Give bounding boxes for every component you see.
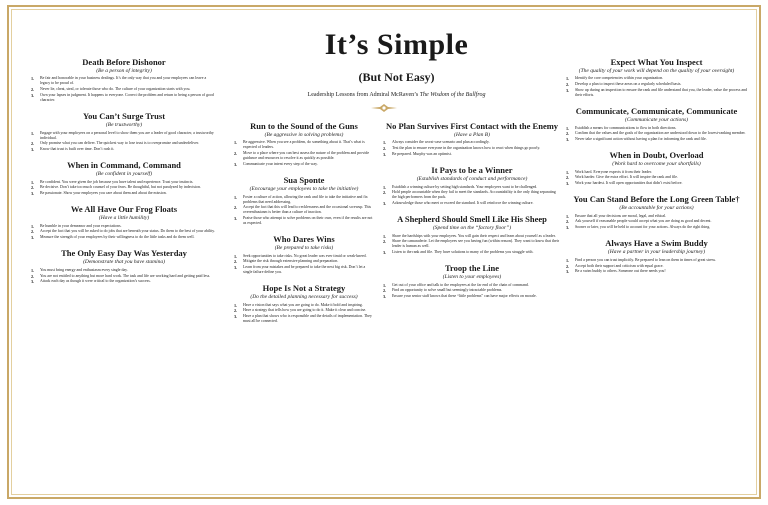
lesson-number: 2. [31, 87, 35, 93]
lesson-text: Ask yourself if reasonable people would accept what you are doing as good and decent. [575, 219, 712, 224]
lesson-text: Engage with your employees on a personal level to show them you are a leader of good character, a trustworthy individual. [40, 130, 214, 140]
lesson-number: 2. [566, 219, 570, 225]
lesson-number: 3. [383, 250, 387, 256]
section-heading [383, 166, 561, 175]
lesson-text: You are not entitled to anything but more hard work. The task and life are working hard and getting paid less. [40, 273, 211, 278]
lesson-item [383, 190, 561, 200]
lesson-item [566, 76, 747, 81]
lesson-text: Develop a plan to inspect these areas on a regularly scheduled basis. [575, 82, 682, 87]
lesson-list [31, 180, 217, 197]
lesson-item [383, 250, 561, 255]
lesson-number: 2. [383, 146, 387, 152]
lesson-item [566, 131, 747, 136]
section-troop-the-line [383, 264, 561, 299]
lesson-text: Listen to the rank and file. They have solutions to many of the problems you struggle with. [392, 250, 534, 255]
lesson-item [31, 93, 217, 103]
lesson-number: 3. [31, 93, 35, 99]
lesson-text: Be decisive. Don’t take too much counsel of your fears. Be thoughtful, but not paralyzed by indecision. [40, 185, 201, 190]
lesson-number: 3. [566, 137, 570, 143]
lesson-number: 2. [566, 131, 570, 137]
lesson-text: Sooner or later, you will be held to account for your actions. Always do the right thing. [575, 225, 711, 230]
lesson-item [566, 170, 747, 175]
section-heading-text: When in Doubt, Overload [609, 150, 704, 161]
lesson-text: Find an opportunity to solve small but seemingly intractable problems. [392, 288, 503, 293]
lesson-list [566, 126, 747, 143]
lesson-number: 1. [566, 213, 570, 219]
lesson-number: 2. [31, 229, 35, 235]
section-subheading: (Listen to your employees) [442, 274, 502, 281]
section-heading [566, 151, 747, 160]
lesson-item [234, 265, 374, 275]
section-heading [234, 235, 374, 244]
section-heading-text: When in Command, Command [67, 160, 181, 171]
lesson-item [234, 151, 374, 161]
lesson-number: 3. [383, 201, 387, 207]
lesson-item [31, 268, 217, 273]
lesson-item [383, 152, 561, 157]
section-we-all-have-our-frog-floats [31, 205, 217, 240]
lesson-number: 1. [31, 130, 35, 136]
lesson-list [234, 195, 374, 227]
lesson-number: 3. [234, 314, 238, 320]
section-heading [31, 112, 217, 121]
lesson-number: 1. [31, 76, 35, 82]
section-heading-text: Troop the Line [445, 263, 499, 274]
section-subheading: (Be aggressive in solving problems) [264, 131, 344, 138]
lesson-number: 2. [234, 259, 238, 265]
section-subheading: (Have a little humility) [98, 215, 150, 222]
lesson-text: Measure the strength of your employees by their willingness to do the little tasks and do them well. [40, 235, 195, 240]
section-no-plan-survives-first-contact-with-the-enemy [383, 122, 561, 157]
lesson-item [383, 294, 561, 299]
lesson-number: 1. [566, 76, 570, 82]
section-heading [383, 264, 561, 273]
section-heading-text: Death Before Dishonor [82, 57, 166, 67]
lesson-text: Always consider the worst-case scenario and plan accordingly. [392, 140, 490, 145]
lesson-item [566, 175, 747, 180]
lesson-number: 2. [31, 273, 35, 279]
section-subheading: (Have a partner in your leadership journey) [607, 249, 706, 256]
lesson-text: Communicate your intent every step of the way. [243, 162, 318, 167]
section-heading-text: A Shepherd Should Smell Like His Sheep [397, 214, 547, 225]
section-subheading: (Establish standards of conduct and performance) [416, 175, 528, 182]
lesson-item [566, 137, 747, 142]
section-subheading: (Be prepared to take risks) [274, 245, 334, 252]
lesson-list [234, 140, 374, 167]
section-heading-text: It Pays to be a Winner [431, 165, 513, 176]
section-heading [234, 122, 374, 131]
section-heading-text: Hope Is Not a Strategy [262, 283, 346, 294]
section-heading [566, 107, 747, 116]
lesson-list [566, 170, 747, 187]
lesson-number: 2. [566, 82, 570, 88]
lesson-number: 1. [383, 184, 387, 190]
lesson-item [566, 264, 747, 269]
lesson-number: 1. [31, 179, 35, 185]
section-heading-text: Communicate, Communicate, Communicate [575, 106, 738, 117]
lesson-text: Be passionate. Show your employees you care about them and about the mission. [40, 191, 167, 196]
section-expect-what-you-inspect [566, 58, 747, 98]
lesson-item [31, 185, 217, 190]
lesson-item [383, 288, 561, 293]
section-heading [31, 58, 217, 67]
lesson-text: Learn from your mistakes and be prepared to take the next big risk. Don’t let a single failure define you. [243, 265, 366, 275]
lesson-number: 1. [234, 140, 238, 146]
section-heading [566, 58, 747, 67]
lesson-item [383, 201, 561, 206]
lesson-text: Confirm that the values and the goals of the organization are understood down to the lowest-ranking member. [575, 131, 746, 136]
lesson-number: 2. [383, 239, 387, 245]
lesson-item [383, 239, 561, 249]
lesson-number: 3. [31, 279, 35, 285]
lesson-number: 2. [566, 175, 570, 181]
lesson-text: Be humble in your demeanor and your expectations. [40, 223, 122, 228]
lesson-number: 1. [234, 302, 238, 308]
footnote-mark: † [735, 194, 740, 205]
lesson-list [31, 268, 217, 285]
lesson-item [566, 219, 747, 224]
lesson-text: Be a swim buddy to others. Someone out there needs you! [575, 269, 666, 274]
section-when-in-command-command [31, 161, 217, 196]
lesson-list [31, 131, 217, 153]
lesson-item [31, 229, 217, 234]
section-subheading: (Be accountable for your actions) [619, 205, 694, 212]
lesson-text: Only promise what you can deliver. The quickest way to lose trust is to overpromise and underdeliver. [40, 141, 199, 146]
section-hope-is-not-a-strategy [234, 284, 374, 324]
lesson-item [31, 131, 217, 141]
lesson-number: 1. [383, 233, 387, 239]
lesson-item [566, 88, 747, 98]
lesson-number: 1. [383, 282, 387, 288]
lesson-item [31, 76, 217, 86]
lesson-item [31, 274, 217, 279]
column-3 [383, 122, 561, 308]
section-death-before-dishonor [31, 58, 217, 103]
section-when-in-doubt-overload [566, 151, 747, 186]
lesson-text: Work hard. Everyone expects it from their leader. [575, 169, 652, 174]
column-1 [31, 58, 217, 293]
lesson-item [234, 162, 374, 167]
section-subheading: (Demonstrate that you have stamina) [83, 259, 165, 266]
lesson-number: 3. [566, 269, 570, 275]
lesson-item [234, 314, 374, 324]
lesson-item [31, 235, 217, 240]
section-heading-text: Sua Sponte [283, 175, 325, 186]
lesson-text: Attack each day as though it were critical to the organization’s success. [40, 279, 151, 284]
lesson-item [566, 225, 747, 230]
lesson-number: 3. [31, 191, 35, 197]
lesson-item [566, 126, 747, 131]
lesson-text: Find a person you can trust implicitly. Be prepared to lean on them in times of great stress. [575, 257, 716, 262]
section-sua-sponte [234, 176, 374, 226]
lesson-item [31, 191, 217, 196]
lesson-text: Be confident. You were given the job because you have talent and experience. Trust your instincts. [40, 179, 194, 184]
section-subheading: (Have a Plan B) [454, 131, 490, 138]
lesson-list [566, 258, 747, 275]
lesson-text: Establish a means for communications to flow in both directions. [575, 125, 677, 130]
lesson-text: Test the plan to ensure everyone in the organization knows how to react when things go poorly. [392, 146, 541, 151]
lesson-item [31, 87, 217, 92]
lesson-item [234, 195, 374, 205]
lesson-list [566, 214, 747, 231]
lesson-text: Ensure your senior staff knows that these “little problems” can have major effects on morale. [392, 294, 537, 299]
section-heading-text: Run to the Sound of the Guns [250, 121, 358, 131]
lesson-item [566, 181, 747, 186]
lesson-number: 3. [31, 235, 35, 241]
lesson-text: Work harder. Give the extra effort. It will inspire the rank and file. [575, 175, 679, 180]
lesson-text: Have a vision that says what you are going to do. Make it bold and inspiring. [243, 302, 363, 307]
lesson-item [31, 141, 217, 146]
lesson-list [566, 76, 747, 98]
section-you-can-stand-before-the-long-green-table [566, 195, 747, 230]
column-4 [566, 58, 747, 283]
lesson-number: 2. [566, 263, 570, 269]
section-heading [383, 122, 561, 131]
lesson-item [234, 216, 374, 226]
lesson-number: 3. [234, 216, 238, 222]
section-heading-text: No Plan Survives First Contact with the Enemy [385, 121, 559, 131]
section-subheading: (The quality of your work will depend on the quality of your oversight) [578, 67, 735, 74]
lesson-item [566, 214, 747, 219]
lesson-item [234, 308, 374, 313]
lesson-number: 3. [31, 147, 35, 153]
lesson-text: Know that trust is built over time. Don’t rush it. [40, 147, 115, 152]
lesson-item [383, 146, 561, 151]
tagline-prefix: Leadership Lessons from Admiral McRaven’s [307, 92, 420, 98]
section-heading [31, 205, 217, 214]
lesson-number: 3. [566, 225, 570, 231]
lesson-text: Be fair and honorable in your business dealings. It’s the only way that you and your employees can leave a legacy to be proud of. [40, 76, 207, 86]
lesson-text: Accept the fact that you will be asked to do jobs that are beneath your status. Do them to the best of your ability. [40, 229, 215, 234]
lesson-text: Own your lapses in judgment. It happens to everyone. Correct the problem and return to being a person of good character. [40, 93, 214, 103]
lesson-text: Have a plan that shows who is responsible and the details of implementation. They must all be connected. [243, 314, 372, 324]
section-subheading: (Be confident in yourself) [95, 171, 153, 178]
lesson-text: Seek opportunities to take risks. No great leader was ever timid or weak-kneed. [243, 253, 367, 258]
lesson-text: Never take a significant action without having a plan for informing the rank and file. [575, 137, 707, 142]
section-heading-text: We All Have Our Frog Floats [70, 204, 178, 215]
section-heading [31, 161, 217, 170]
section-it-pays-to-be-a-winner [383, 166, 561, 206]
lesson-text: Share the hardships with your employees. You will gain their respect and learn about yourself as a leader. [392, 233, 556, 238]
section-subheading: (Spend time on the “factory floor”) [432, 225, 512, 232]
lesson-number: 3. [383, 294, 387, 300]
section-subheading: (Be a person of integrity) [96, 67, 152, 74]
section-heading-text: Always Have a Swim Buddy [605, 238, 708, 249]
lesson-item [234, 205, 374, 215]
lesson-item [566, 82, 747, 87]
section-heading [234, 284, 374, 293]
lesson-item [234, 259, 374, 264]
lesson-text: Mitigate the risk through extensive planning and preparation. [243, 259, 339, 264]
section-communicate-communicate-communicate [566, 107, 747, 142]
section-subheading: (Do the detailed planning necessary for success) [250, 294, 358, 301]
lesson-number: 1. [234, 253, 238, 259]
lesson-number: 2. [383, 288, 387, 294]
page-subtitle: (But Not Easy) [358, 70, 435, 84]
lesson-number: 1. [566, 125, 570, 131]
section-subheading: (Communicate your actions) [625, 116, 688, 123]
lesson-number: 2. [31, 141, 35, 147]
section-subheading: (Be trustworthy) [105, 121, 143, 128]
lesson-item [383, 185, 561, 190]
section-a-shepherd-should-smell-like-his-sheep [383, 215, 561, 255]
lesson-text: Hold people accountable when they fail to meet the standards. Accountability is the only thing separating the high performers from the pack. [392, 190, 556, 200]
section-heading [234, 176, 374, 185]
lesson-number: 2. [31, 185, 35, 191]
lesson-number: 1. [31, 267, 35, 273]
lesson-list [31, 224, 217, 241]
lesson-list [383, 234, 561, 256]
lesson-list [383, 140, 561, 157]
section-heading-text: Who Dares Wins [273, 234, 335, 245]
lesson-list [234, 303, 374, 325]
lesson-number: 1. [383, 140, 387, 146]
lesson-item [234, 254, 374, 259]
section-the-only-easy-day-was-yesterday [31, 249, 217, 284]
lesson-number: 3. [234, 162, 238, 168]
section-always-have-a-swim-buddy [566, 239, 747, 274]
lesson-text: Identify the core competencies within your organization. [575, 76, 664, 81]
lesson-item [31, 180, 217, 185]
section-heading [383, 215, 561, 224]
section-run-to-the-sound-of-the-guns [234, 122, 374, 167]
lesson-text: Acknowledge those who meet or exceed the standard. It will reinforce the winning culture. [392, 201, 534, 206]
lesson-number: 1. [566, 257, 570, 263]
lesson-item [566, 258, 747, 263]
lesson-item [566, 269, 747, 274]
lesson-text: You must bring energy and enthusiasm every single day. [40, 267, 128, 272]
lesson-item [234, 140, 374, 150]
lesson-list [383, 283, 561, 300]
section-who-dares-wins [234, 235, 374, 275]
lesson-list [234, 254, 374, 276]
lesson-text: Be prepared. Murphy was an optimist. [392, 152, 452, 157]
section-heading [566, 195, 747, 204]
lesson-number: 1. [234, 194, 238, 200]
lesson-number: 1. [566, 169, 570, 175]
section-subheading: (Work hard to overcome your shortfalls) [612, 161, 701, 168]
bullfrog-emblem-icon [370, 103, 398, 113]
lesson-number: 3. [566, 88, 570, 94]
lesson-text: Praise those who attempt to solve problems on their own, even if the results are not as expected. [243, 216, 373, 226]
lesson-text: Be aggressive. When you see a problem, do something about it. That’s what is expected of leaders. [243, 140, 365, 150]
section-subheading: (Encourage your employees to take the initiative) [249, 185, 359, 192]
lesson-item [31, 279, 217, 284]
lesson-text: Get out of your office and talk to the employees at the far end of the chain of command. [392, 282, 529, 287]
section-heading-text: Expect What You Inspect [610, 57, 703, 67]
lesson-item [31, 147, 217, 152]
lesson-item [383, 283, 561, 288]
lesson-text: Have a strategy that tells how you are going to do it. Make it clear and concise. [243, 308, 367, 313]
page-title: It’s Simple [324, 28, 469, 61]
lesson-number: 2. [234, 205, 238, 211]
lesson-item [383, 140, 561, 145]
section-heading [566, 239, 747, 248]
section-heading [31, 249, 217, 258]
lesson-text: Accept the fact that this will lead to recklessness and the occasional screwup. This overenthusiasm is better than a culture of inaction. [243, 205, 372, 215]
lesson-list [31, 76, 217, 103]
lesson-number: 2. [383, 190, 387, 196]
lesson-text: Accept both their support and criticism with equal grace. [575, 263, 664, 268]
tagline-book-title: The Wisdom of the Bullfrog [419, 92, 486, 98]
lesson-text: Share the camaraderie. Let the employees see you having fun (within reason). They want to know that their leader is human as well. [392, 239, 560, 249]
lesson-number: 2. [234, 308, 238, 314]
lesson-text: Ensure that all your decisions are moral, legal, and ethical. [575, 213, 667, 218]
lesson-number: 3. [234, 265, 238, 271]
lesson-text: Establish a winning culture by setting high standards. Your employees want to be challenged. [392, 184, 538, 189]
lesson-item [234, 303, 374, 308]
lesson-number: 3. [383, 152, 387, 158]
lesson-text: Foster a culture of action, allowing the rank and file to take the initiative and fix problems that need addressing. [243, 194, 368, 204]
lesson-list [383, 185, 561, 207]
lesson-number: 2. [234, 151, 238, 157]
section-heading-text: You Can’t Surge Trust [82, 111, 166, 122]
lesson-text: Move to a place where you can best assess the nature of the problem and provide guidance and resources to resolve it as quickly as possible. [243, 151, 370, 161]
section-heading-text: The Only Easy Day Was Yesterday [61, 248, 187, 259]
lesson-text: Never lie, cheat, steal, or tolerate those who do. The culture of your organization starts with you. [40, 87, 191, 92]
section-heading-text: You Can Stand Before the Long Green Table [573, 194, 736, 205]
lesson-number: 3. [566, 181, 570, 187]
column-2 [234, 122, 374, 333]
lesson-number: 1. [31, 223, 35, 229]
lesson-text: Work your hardest. It will open opportunities that didn’t exist before. [575, 181, 683, 186]
lesson-item [383, 234, 561, 239]
page-tagline [234, 92, 559, 98]
section-you-can-t-surge-trust [31, 112, 217, 152]
lesson-item [31, 224, 217, 229]
lesson-text: Show up during an inspection to ensure the rank and file understand that you, the leader, value the process and their efforts. [575, 88, 747, 98]
